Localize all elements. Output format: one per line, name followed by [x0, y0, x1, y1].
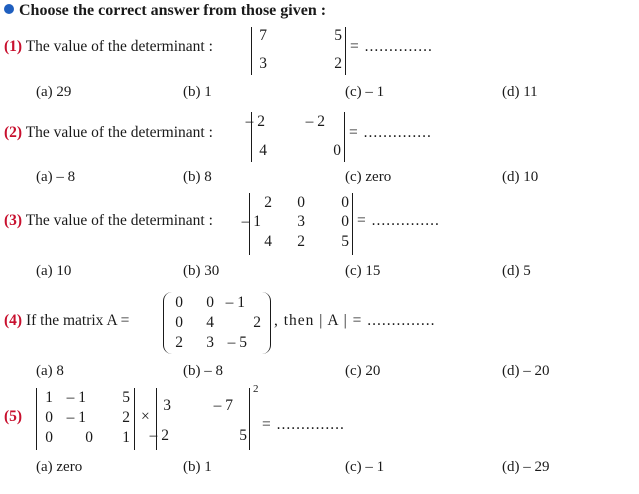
q5-det1-cell: 0 — [85, 429, 93, 446]
q1-stem — [4, 38, 213, 56]
q5-option-b[interactable]: (b) 1 — [183, 459, 212, 475]
q5-option-c[interactable]: (c) – 1 — [345, 459, 385, 475]
q1-det-right-bar — [345, 27, 346, 75]
q3-number: (3) — [4, 212, 23, 229]
q4-option-a[interactable]: (a) 8 — [36, 363, 64, 379]
q3-det-right-bar — [352, 193, 353, 255]
q2-option-a[interactable]: (a) – 8 — [36, 169, 76, 185]
q5-det1-cell: 1 — [122, 429, 130, 446]
q1-det-cell: 7 — [259, 27, 267, 44]
q5-number: (5) — [4, 408, 23, 425]
q5-det1-cell: 0 — [45, 429, 53, 446]
q3-option-d[interactable]: (d) 5 — [502, 263, 531, 279]
q2-answer-blank: = .............. — [349, 124, 432, 141]
q1-answer-blank: = .............. — [350, 38, 433, 55]
q4-answer-blank: , then | A | = .............. — [274, 312, 436, 329]
q5-det2-cell: 3 — [163, 397, 171, 414]
q4-matrix-cell: 2 — [253, 314, 261, 331]
q1-option-c[interactable]: (c) – 1 — [345, 84, 385, 100]
q2-option-c[interactable]: (c) zero — [345, 169, 392, 185]
q4-option-d[interactable]: (d) – 20 — [502, 363, 550, 379]
q5-det1-cell: – 1 — [66, 409, 86, 426]
q3-det-cell: 2 — [264, 194, 272, 211]
q3-stem — [4, 212, 213, 230]
q5-exponent: 2 — [253, 383, 259, 395]
q4-matrix-cell: 2 — [175, 334, 183, 351]
q4-matrix-cell: 0 — [175, 294, 183, 311]
q4-matrix-cell: 0 — [206, 294, 214, 311]
q2-option-d[interactable]: (d) 10 — [502, 169, 539, 185]
q4-matrix-left-paren — [163, 292, 172, 354]
q1-det-cell: 5 — [334, 27, 342, 44]
q3-det-cell: 0 — [297, 194, 305, 211]
q3-det-cell: 5 — [341, 233, 349, 250]
q5-option-a[interactable]: (a) zero — [36, 459, 83, 475]
q2-stem — [4, 124, 213, 142]
q2-text: The value of the determinant : — [25, 124, 213, 141]
q1-text: The value of the determinant : — [25, 38, 213, 55]
q3-det-cell: 2 — [297, 233, 305, 250]
q5-det1-cell: 1 — [45, 389, 53, 406]
heading-text: Choose the correct answer from those given : — [19, 2, 327, 19]
q4-matrix-cell: 3 — [206, 334, 214, 351]
q5-det2-cell: – 2 — [149, 427, 169, 444]
q4-stem — [4, 312, 129, 330]
bullet-icon — [4, 4, 14, 14]
q5-det1-cell: 2 — [122, 409, 130, 426]
q2-number: (2) — [4, 124, 23, 141]
q3-det-cell: – 1 — [241, 213, 261, 230]
instructions-heading — [4, 2, 326, 20]
q3-det-cell: 0 — [341, 194, 349, 211]
q4-matrix-right-paren — [262, 292, 271, 354]
q5-answer-blank: = .............. — [262, 416, 345, 433]
q5-det1-cell: – 1 — [66, 389, 86, 406]
q4-option-c[interactable]: (c) 20 — [345, 363, 381, 379]
q2-det-cell: 4 — [259, 142, 267, 159]
q1-option-b[interactable]: (b) 1 — [183, 84, 212, 100]
q5-det1-cell: 5 — [122, 389, 130, 406]
q1-det-cell: 3 — [259, 55, 267, 72]
q3-text: The value of the determinant : — [25, 212, 213, 229]
q3-option-b[interactable]: (b) 30 — [183, 263, 220, 279]
q3-option-a[interactable]: (a) 10 — [36, 263, 72, 279]
q4-matrix-cell: – 1 — [225, 294, 245, 311]
q5-times-sign: × — [141, 408, 150, 425]
q5-det2-cell: 5 — [239, 427, 247, 444]
q4-number: (4) — [4, 312, 23, 329]
q2-det-cell: – 2 — [245, 113, 265, 130]
q1-number: (1) — [4, 38, 23, 55]
q3-det-cell: 0 — [341, 213, 349, 230]
q5-det2-cell: – 7 — [213, 397, 233, 414]
q4-text: If the matrix A = — [25, 312, 130, 329]
q5-det1-left-bar — [36, 388, 37, 450]
q4-matrix-cell: 4 — [206, 314, 214, 331]
q4-matrix-cell: 0 — [175, 314, 183, 331]
q2-det-right-bar — [344, 112, 345, 162]
q2-option-b[interactable]: (b) 8 — [183, 169, 212, 185]
q1-det-cell: 2 — [334, 55, 342, 72]
q1-option-a[interactable]: (a) 29 — [36, 84, 72, 100]
q5-det2-right-bar — [249, 388, 250, 450]
q4-matrix-cell: – 5 — [227, 334, 247, 351]
q3-det-cell: 4 — [264, 233, 272, 250]
q2-det-cell: – 2 — [305, 113, 325, 130]
q2-det-cell: 0 — [333, 142, 341, 159]
q3-det-cell: 3 — [297, 213, 305, 230]
q5-det1-right-bar — [134, 388, 135, 450]
q1-option-d[interactable]: (d) 11 — [502, 84, 538, 100]
q3-answer-blank: = .............. — [357, 212, 440, 229]
q3-option-c[interactable]: (c) 15 — [345, 263, 381, 279]
q4-option-b[interactable]: (b) – 8 — [183, 363, 223, 379]
q1-det-left-bar — [251, 27, 252, 75]
q5-option-d[interactable]: (d) – 29 — [502, 459, 550, 475]
q5-det1-cell: 0 — [45, 409, 53, 426]
